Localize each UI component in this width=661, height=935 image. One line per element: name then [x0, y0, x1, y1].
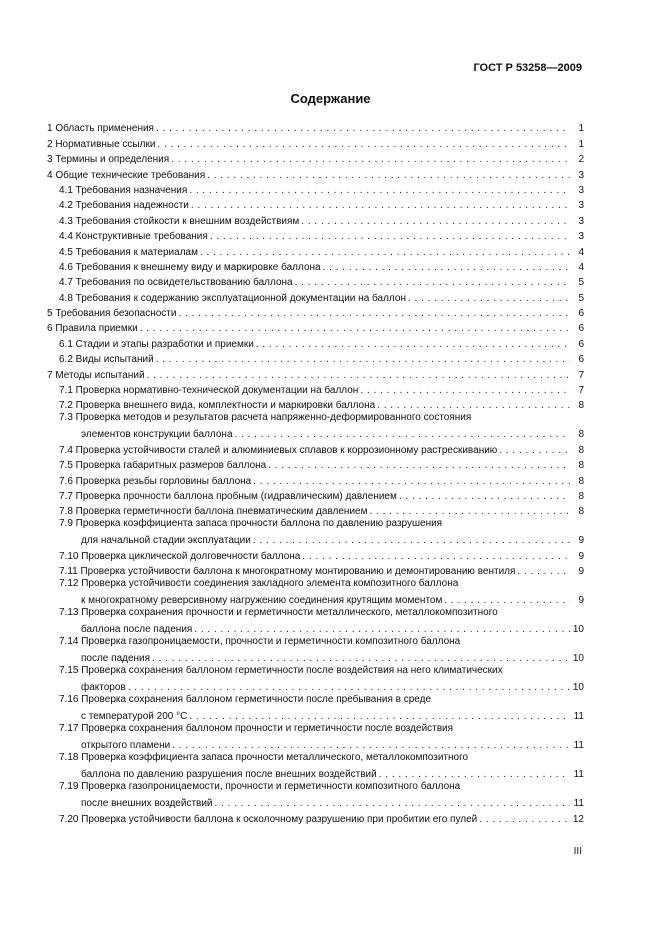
- toc-entry[interactable]: [47, 780, 584, 809]
- toc-page-number: 3: [578, 200, 584, 212]
- toc-entry-title: 7.18 Проверка коэффициента запаса прочности металлического, металлокомпозитного: [59, 752, 469, 764]
- toc-entry[interactable]: [47, 722, 584, 751]
- toc-entry-title: 4.7 Требования по освидетельствованию баллона: [59, 277, 293, 289]
- toc-entry-title-continued: после внешних воздействий: [81, 798, 213, 810]
- toc-entry-title: 6.1 Стадии и этапы разработки и приемки: [59, 338, 254, 350]
- toc-entry-title: 7.14 Проверка газопроницаемости, прочности и герметичности композитного баллона: [59, 636, 461, 648]
- dot-leader: [235, 429, 571, 440]
- toc-entry-title-continued: после падения: [81, 653, 151, 665]
- toc-entry[interactable]: [47, 119, 584, 134]
- toc-entry[interactable]: [47, 288, 584, 303]
- toc-page-number: 3: [578, 169, 584, 181]
- toc-entry[interactable]: [47, 350, 584, 365]
- dot-leader: [323, 262, 570, 273]
- toc-entry[interactable]: [47, 502, 584, 517]
- dot-leader: [189, 185, 570, 196]
- dot-leader: [369, 506, 570, 517]
- toc-entry-title: 1 Область применения: [47, 123, 154, 135]
- toc-entry-title: 7.17 Проверка сохранения баллоном прочности и герметичности после воздействия: [59, 723, 454, 735]
- toc-entry-title: 4.8 Требования к содержанию эксплуатационной документации на баллон: [59, 292, 406, 304]
- toc-entry[interactable]: [47, 471, 584, 486]
- toc-entry[interactable]: [47, 487, 584, 502]
- toc-page-number: 11: [573, 769, 584, 781]
- toc-entry[interactable]: [47, 365, 584, 380]
- dot-leader: [379, 769, 570, 780]
- dot-leader: [399, 491, 570, 502]
- toc-entry-title: 6 Правила приемки: [47, 323, 138, 335]
- toc-entry[interactable]: [47, 273, 584, 288]
- dot-leader: [171, 154, 570, 165]
- toc-page-number: 9: [578, 566, 584, 578]
- standard-number: ГОСТ Р 53258—2009: [473, 62, 582, 74]
- toc-page-number: 5: [578, 277, 584, 289]
- toc-page-number: 1: [578, 123, 584, 135]
- toc-entry[interactable]: [47, 165, 584, 180]
- toc-page-number: 11: [573, 740, 584, 752]
- toc-entry-title-continued: для начальной стадии эксплуатации: [81, 535, 251, 547]
- toc-entry[interactable]: [47, 181, 584, 196]
- dot-leader: [200, 247, 570, 258]
- toc-entry[interactable]: [47, 517, 584, 546]
- toc-page-number: 9: [578, 595, 584, 607]
- dot-leader: [302, 551, 570, 562]
- toc-entry[interactable]: [47, 562, 584, 577]
- dot-leader: [377, 400, 570, 411]
- toc-entry[interactable]: [47, 304, 584, 319]
- dot-leader: [147, 370, 570, 381]
- toc-page-number: 9: [578, 550, 584, 562]
- toc-page-number: 8: [578, 444, 584, 456]
- toc-page-number: 6: [578, 338, 584, 350]
- toc-page-number: 3: [578, 184, 584, 196]
- toc-page-number: 8: [578, 506, 584, 518]
- dot-leader: [178, 308, 570, 319]
- dot-leader: [256, 339, 570, 350]
- toc-entry[interactable]: [47, 211, 584, 226]
- toc-entry[interactable]: [47, 577, 584, 606]
- toc-entry[interactable]: [47, 242, 584, 257]
- toc-entry[interactable]: [47, 396, 584, 411]
- dot-leader: [157, 139, 570, 150]
- toc-entry[interactable]: [47, 456, 584, 471]
- dot-leader: [517, 566, 570, 577]
- toc-entry-title: 7.8 Проверка герметичности баллона пневматическим давлением: [59, 506, 368, 518]
- toc-entry[interactable]: [47, 751, 584, 780]
- toc-page-number: 4: [578, 261, 584, 273]
- toc-page-number: 11: [573, 711, 584, 723]
- toc-page-number: 8: [578, 429, 584, 441]
- dot-leader: [140, 323, 570, 334]
- toc-page-number: 7: [578, 369, 584, 381]
- dot-leader: [301, 216, 570, 227]
- toc-entry-title: 7 Методы испытаний: [47, 369, 145, 381]
- dot-leader: [268, 460, 570, 471]
- toc-page-number: 6: [578, 354, 584, 366]
- dot-leader: [172, 740, 570, 751]
- toc-entry-title: 7.12 Проверка устойчивости соединения закладного элемента композитного баллона: [59, 578, 459, 590]
- dot-leader: [156, 354, 570, 365]
- toc-page-number: 8: [578, 460, 584, 472]
- toc-entry-title: 2 Нормативные ссылки: [47, 138, 156, 150]
- toc-entry[interactable]: [47, 319, 584, 334]
- dot-leader: [152, 653, 570, 664]
- toc-page-number: 1: [578, 138, 584, 150]
- toc-page-number: 11: [573, 798, 584, 810]
- dot-leader: [191, 200, 570, 211]
- toc-entry-title: 4 Общие технические требования: [47, 169, 206, 181]
- dot-leader: [360, 385, 570, 396]
- dot-leader: [194, 624, 570, 635]
- toc-entry[interactable]: [47, 334, 584, 349]
- toc-page-number: 8: [578, 490, 584, 502]
- toc-entry-title: 4.1 Требования назначения: [59, 184, 188, 196]
- toc-entry[interactable]: [47, 150, 584, 165]
- toc-entry-title: 7.7 Проверка прочности баллона пробным (гидравлическим) давлением: [59, 490, 397, 502]
- toc-entry[interactable]: [47, 635, 584, 664]
- toc-page-number: 8: [578, 400, 584, 412]
- toc-entry[interactable]: [47, 227, 584, 242]
- toc-page-number: 2: [578, 154, 584, 166]
- toc-page-number: 3: [578, 231, 584, 243]
- dot-leader: [253, 535, 570, 546]
- toc-entry-title: 7.1 Проверка нормативно-технической документации на баллон: [59, 385, 359, 397]
- dot-leader: [207, 170, 570, 181]
- toc-entry-title: 4.5 Требования к материалам: [59, 246, 198, 258]
- toc-entry-title: 4.4 Конструктивные требования: [59, 231, 208, 243]
- toc-page-number: 10: [572, 624, 584, 636]
- dot-leader: [253, 476, 570, 487]
- toc-page-number: 10: [572, 682, 584, 694]
- dot-leader: [408, 293, 570, 304]
- toc-entry-title: 7.11 Проверка устойчивости баллона к многократному монтированию и демонтированию вентиля: [59, 566, 516, 578]
- page-number: III: [573, 846, 582, 857]
- toc-entry-title-continued: баллона после падения: [81, 624, 193, 636]
- toc-entry-title: 7.9 Проверка коэффициента запаса прочности баллона по давлению разрушения: [59, 518, 443, 530]
- toc-entry[interactable]: [47, 606, 584, 635]
- toc-page-number: 6: [578, 308, 584, 320]
- toc-entry-title: 4.2 Требования надежности: [59, 200, 189, 212]
- toc-entry-title: 3 Термины и определения: [47, 154, 170, 166]
- table-of-contents: [47, 119, 584, 825]
- toc-entry-title: 7.20 Проверка устойчивости баллона к осколочному разрушению при пробитии его пулей: [59, 813, 478, 825]
- toc-page-number: 6: [578, 323, 584, 335]
- toc-page-number: 4: [578, 246, 584, 258]
- toc-entry[interactable]: [47, 196, 584, 211]
- dot-leader: [156, 123, 570, 134]
- dot-leader: [128, 682, 570, 693]
- toc-entry-title-continued: элементов конструкции баллона: [81, 429, 233, 441]
- dot-leader: [295, 277, 570, 288]
- toc-entry[interactable]: [47, 381, 584, 396]
- toc-entry-title: 5 Требования безопасности: [47, 308, 177, 320]
- toc-entry-title-continued: факторов: [81, 682, 126, 694]
- toc-entry-title: 7.19 Проверка газопроницаемости, прочности и герметичности композитного баллона: [59, 781, 461, 793]
- toc-entry-title-continued: к многократному реверсивному нагружению соединения крутящим моментом: [81, 595, 443, 607]
- toc-entry-title: 7.6 Проверка резьбы горловины баллона: [59, 475, 252, 487]
- toc-page-number: 7: [578, 385, 584, 397]
- dot-leader: [444, 595, 570, 606]
- toc-entry-title: 7.5 Проверка габаритных размеров баллона: [59, 460, 267, 472]
- toc-entry[interactable]: [47, 664, 584, 693]
- toc-page-number: 5: [578, 292, 584, 304]
- toc-entry-title: 7.13 Проверка сохранения прочности и герметичности металлического, металлокомпозитного: [59, 607, 498, 619]
- toc-page-number: 9: [578, 535, 584, 547]
- dot-leader: [479, 814, 570, 825]
- toc-entry[interactable]: [47, 693, 584, 722]
- toc-page-number: 10: [572, 653, 584, 665]
- toc-page-number: 3: [578, 215, 584, 227]
- toc-entry[interactable]: [47, 546, 584, 561]
- toc-entry-title: 7.15 Проверка сохранения баллоном герметичности после воздействия на него климатических: [59, 665, 503, 677]
- toc-entry-title: 4.6 Требования к внешнему виду и маркировке баллона: [59, 261, 321, 273]
- toc-entry-title: 7.3 Проверка методов и результатов расчета напряженно-деформированного состояния: [59, 412, 472, 424]
- toc-entry-title: 7.16 Проверка сохранения баллоном герметичности после пребывания в среде: [59, 694, 432, 706]
- toc-entry-title: 7.4 Проверка устойчивости сталей и алюминиевых сплавов к коррозионному растрескиванию: [59, 444, 498, 456]
- toc-entry[interactable]: [47, 440, 584, 455]
- page-title: Содержание: [290, 91, 371, 106]
- toc-entry-title-continued: с температурой 200 °C: [81, 711, 188, 723]
- toc-entry-title: 4.3 Требования стойкости к внешним воздействиям: [59, 215, 300, 227]
- dot-leader: [499, 445, 570, 456]
- toc-entry[interactable]: [47, 809, 584, 824]
- dot-leader: [215, 798, 570, 809]
- dot-leader: [210, 231, 570, 242]
- dot-leader: [189, 711, 570, 722]
- toc-entry[interactable]: [47, 134, 584, 149]
- toc-entry-title: 7.2 Проверка внешнего вида, комплектности и маркировки баллона: [59, 400, 376, 412]
- toc-entry-title-continued: открытого пламени: [81, 740, 171, 752]
- toc-entry[interactable]: [47, 411, 584, 440]
- toc-page-number: 12: [572, 813, 584, 825]
- toc-page-number: 8: [578, 475, 584, 487]
- toc-entry[interactable]: [47, 258, 584, 273]
- toc-entry-title: 7.10 Проверка циклической долговечности баллона: [59, 550, 301, 562]
- toc-entry-title: 6.2 Виды испытаний: [59, 354, 154, 366]
- toc-entry-title-continued: баллона по давлению разрушения после внешних воздействий: [81, 769, 377, 781]
